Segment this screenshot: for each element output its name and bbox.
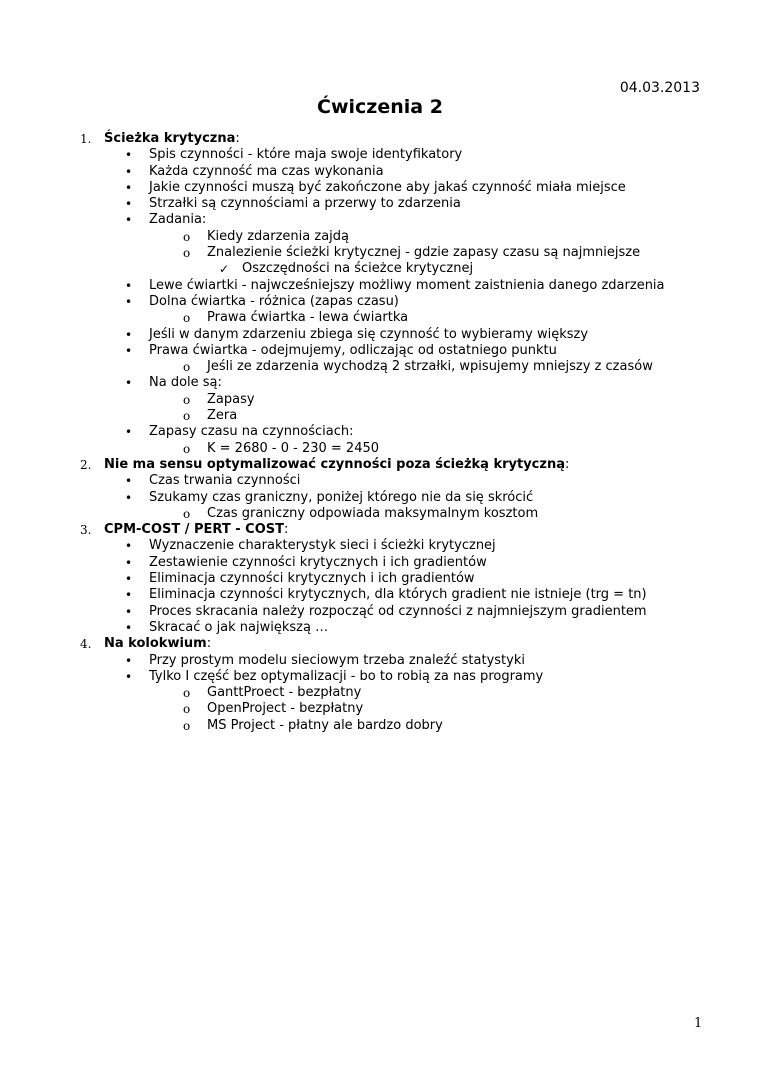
sub-list-item (0, 506, 760, 522)
bullet-icon: • (125, 164, 133, 179)
list-item (0, 490, 760, 506)
list-item (0, 212, 760, 228)
list-item (0, 196, 760, 212)
list-item-text: Tylko I część bez optymalizacji - bo to robią za nas programy (149, 668, 544, 684)
list-item-text: GanttProect - bezpłatny (207, 685, 362, 701)
circle-bullet-icon: o (183, 409, 191, 424)
sub-sub-list-item (0, 261, 760, 277)
bullet-icon: • (125, 343, 133, 358)
sub-list-item (0, 441, 760, 457)
bullet-icon: • (125, 604, 133, 619)
list-item (0, 147, 760, 163)
list-item-text: Spis czynności - które maja swoje identyfikatory (149, 147, 463, 163)
bullet-icon: • (125, 327, 133, 342)
circle-bullet-icon: o (183, 702, 191, 717)
list-item-text: Eliminacja czynności krytycznych i ich gradientów (149, 571, 475, 587)
section-heading (0, 457, 760, 473)
list-item-text: Zadania: (149, 212, 207, 228)
list-number: 4. (80, 637, 92, 652)
list-item (0, 604, 760, 620)
section-heading (0, 522, 760, 538)
list-item-text: Wyznaczenie charakterystyk sieci i ścieżki krytycznej (149, 538, 496, 554)
list-item-text: Kiedy zdarzenia zajdą (207, 228, 349, 244)
list-item-text: Lewe ćwiartki - najwcześniejszy możliwy moment zaistnienia danego zdarzenia (149, 277, 665, 293)
list-item-text: Strzałki są czynnościami a przerwy to zdarzenia (149, 196, 461, 212)
list-item-text: MS Project - płatny ale bardzo dobry (207, 717, 443, 733)
list-number: 3. (80, 523, 92, 538)
list-item (0, 343, 760, 359)
list-item-text: Dolna ćwiartka - różnica (zapas czasu) (149, 293, 399, 309)
colon: : (235, 131, 240, 146)
list-item (0, 375, 760, 391)
circle-bullet-icon: o (183, 686, 191, 701)
sub-list-item (0, 310, 760, 326)
bullet-icon: • (125, 180, 133, 195)
list-item (0, 327, 760, 343)
bullet-icon: • (125, 620, 133, 635)
list-item (0, 620, 760, 636)
section-title: Na kolokwium (104, 636, 207, 652)
list-item-text: Skracać o jak największą … (149, 619, 329, 635)
list-item (0, 164, 760, 180)
bullet-icon: • (125, 148, 133, 163)
bullet-icon: • (125, 197, 133, 212)
list-item-text: Każda czynność ma czas wykonania (149, 163, 384, 179)
bullet-icon: • (125, 539, 133, 554)
bullet-icon: • (125, 588, 133, 603)
circle-bullet-icon: o (183, 229, 191, 244)
bullet-icon: • (125, 294, 133, 309)
colon: : (284, 522, 289, 538)
list-item (0, 294, 760, 310)
circle-bullet-icon: o (183, 441, 191, 456)
circle-bullet-icon: o (183, 718, 191, 733)
list-number: 2. (80, 457, 92, 472)
list-item-text: Prawa ćwiartka - lewa ćwiartka (207, 310, 409, 326)
list-item (0, 180, 760, 196)
list-item-text: Prawa ćwiartka - odejmujemy, odliczając od ostatniego punktu (149, 342, 557, 358)
bullet-icon: • (125, 425, 133, 440)
bullet-icon: • (125, 490, 133, 505)
sub-list-item (0, 359, 760, 375)
circle-bullet-icon: o (183, 246, 191, 261)
list-item-text: Jeśli w danym zdarzeniu zbiega się czynność to wybieramy większy (149, 326, 589, 342)
circle-bullet-icon: o (183, 311, 191, 326)
list-item (0, 669, 760, 685)
list-item-text: Jakie czynności muszą być zakończone aby jakaś czynność miała miejsce (149, 179, 626, 195)
section-title: Nie ma sensu optymalizować czynności poza ścieżką krytyczną (104, 456, 565, 472)
list-item (0, 473, 760, 489)
checkmark-icon: ✓ (219, 262, 230, 277)
bullet-icon: • (125, 669, 133, 684)
sub-list-item (0, 245, 760, 261)
list-item (0, 587, 760, 603)
section-heading (0, 636, 760, 652)
sub-list-item (0, 229, 760, 245)
section-heading (0, 131, 760, 147)
circle-bullet-icon: o (183, 506, 191, 521)
list-number: 1. (80, 132, 92, 146)
list-item-text: Jeśli ze zdarzenia wychodzą 2 strzałki, wpisujemy mniejszy z czasów (207, 359, 653, 375)
sub-list-item (0, 408, 760, 424)
document-body (0, 131, 760, 734)
section-title: CPM-COST / PERT - COST (104, 522, 284, 538)
list-item (0, 571, 760, 587)
bullet-icon: • (125, 555, 133, 570)
list-item-text: Szukamy czas graniczny, poniżej którego nie da się skrócić (149, 489, 534, 505)
sub-list-item (0, 701, 760, 717)
list-item-text: Zera (207, 408, 238, 424)
list-item-text: K = 2680 - 0 - 230 = 2450 (207, 440, 380, 456)
bullet-icon: • (125, 213, 133, 228)
bullet-icon: • (125, 278, 133, 293)
list-item (0, 424, 760, 440)
list-item-text: Zapasy czasu na czynnościach: (149, 424, 354, 440)
list-item-text: Czas graniczny odpowiada maksymalnym kosztom (207, 505, 539, 521)
colon: : (206, 636, 212, 652)
sub-list-item (0, 685, 760, 701)
bullet-icon: • (125, 572, 133, 587)
sub-list-item (0, 392, 760, 408)
colon: : (564, 456, 570, 472)
list-item (0, 653, 760, 669)
list-item-text: Przy prostym modelu sieciowym trzeba znaleźć statystyki (149, 652, 525, 668)
list-item-text: Proces skracania należy rozpocząć od czynności z najmniejszym gradientem (149, 603, 647, 619)
list-item (0, 278, 760, 294)
list-item (0, 538, 760, 554)
list-item-text: Eliminacja czynności krytycznych, dla których gradient nie istnieje (trg = tn) (149, 587, 647, 603)
page-number: 1 (694, 1016, 703, 1031)
circle-bullet-icon: o (183, 392, 191, 407)
bullet-icon: • (125, 376, 133, 391)
document-date: 04.03.2013 (619, 80, 700, 96)
bullet-icon: • (125, 474, 133, 489)
document-title: Ćwiczenia 2 (317, 96, 443, 118)
list-item-text: Oszczędności na ścieżce krytycznej (242, 261, 474, 277)
list-item-text: OpenProject - bezpłatny (207, 701, 364, 717)
bullet-icon: • (125, 653, 133, 668)
list-item-text: Zapasy (207, 391, 255, 407)
list-item-text: Na dole są: (149, 375, 222, 391)
list-item (0, 555, 760, 571)
circle-bullet-icon: o (183, 360, 191, 375)
list-item-text: Zestawienie czynności krytycznych i ich gradientów (149, 554, 487, 570)
list-item-text: Znalezienie ścieżki krytycznej - gdzie zapasy czasu są najmniejsze (207, 245, 641, 261)
section-title: Ścieżka krytyczna (104, 131, 236, 146)
sub-list-item (0, 718, 760, 734)
list-item-text: Czas trwania czynności (149, 473, 301, 489)
